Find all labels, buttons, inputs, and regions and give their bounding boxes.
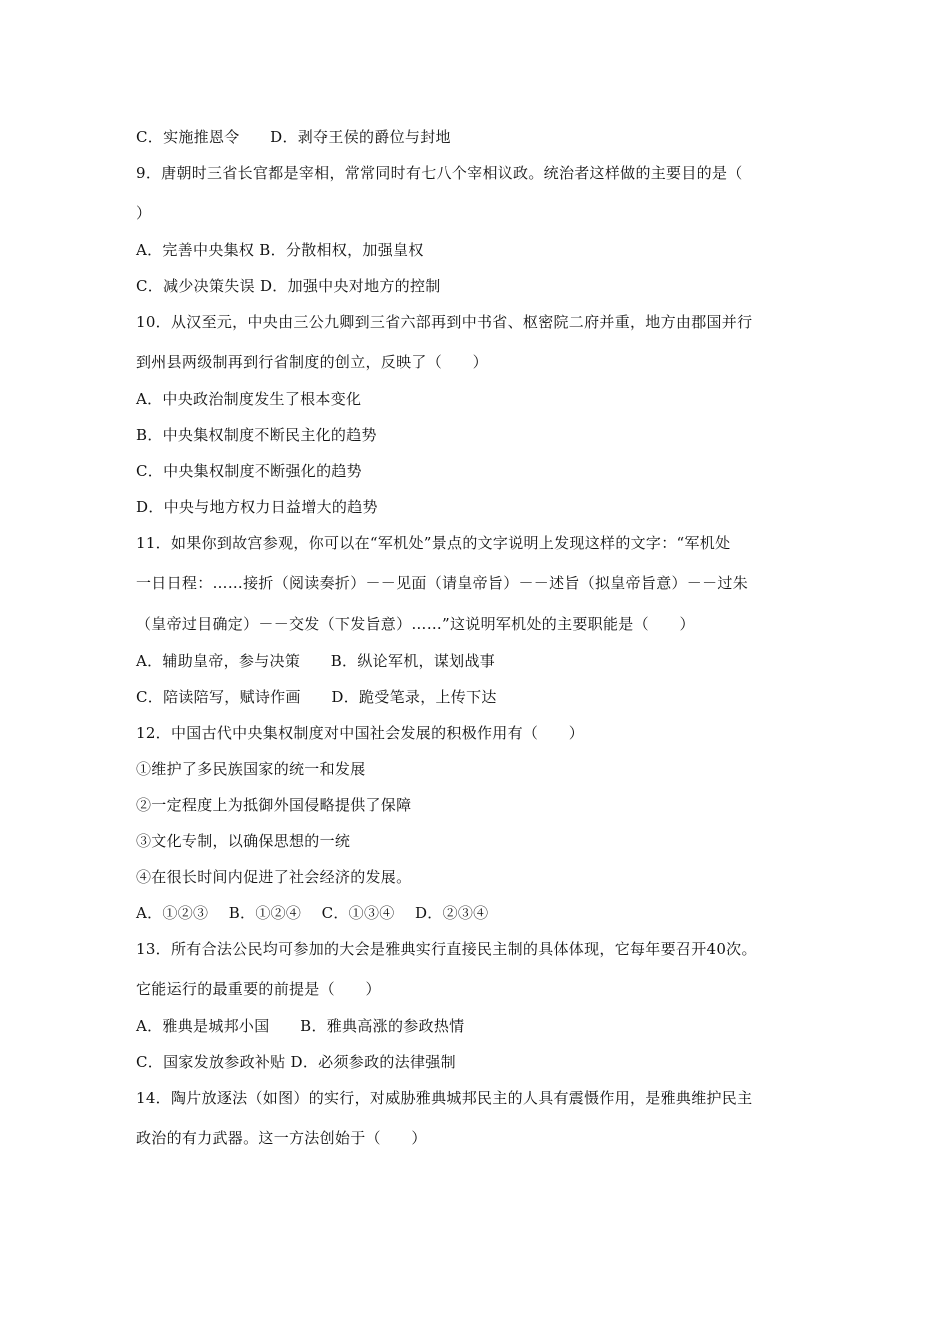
q11-options-ab: A．辅助皇帝，参与决策 B．纵论军机，谋划战事 bbox=[136, 652, 496, 670]
q10-stem-line2: 到州县两级制再到行省制度的创立，反映了（ ） bbox=[136, 353, 488, 371]
q10-option-b: B．中央集权制度不断民主化的趋势 bbox=[136, 426, 377, 444]
q10-option-a: A．中央政治制度发生了根本变化 bbox=[136, 390, 362, 408]
q13-options-ab: A．雅典是城邦小国 B．雅典高涨的参政热情 bbox=[136, 1017, 465, 1035]
q14-stem-line2: 政治的有力武器。这一方法创始于（ ） bbox=[136, 1129, 427, 1147]
q10-option-c: C．中央集权制度不断强化的趋势 bbox=[136, 462, 362, 480]
q12-options: A．①②③ B．①②④ C．①③④ D．②③④ bbox=[136, 904, 489, 922]
q13-stem-line2: 它能运行的最重要的前提是（ ） bbox=[136, 980, 381, 998]
q11-stem-line2: 一日日程：……接折（阅读奏折）－－见面（请皇帝旨）－－述旨（拟皇帝旨意）－－过朱 bbox=[136, 574, 749, 592]
q11-options-cd: C．陪读陪写，赋诗作画 D．跪受笔录，上传下达 bbox=[136, 688, 497, 706]
q14-stem-line1: 14．陶片放逐法（如图）的实行，对威胁雅典城邦民主的人具有震慑作用，是雅典维护民主 bbox=[136, 1089, 753, 1107]
q9-options-ab: A．完善中央集权 B．分散相权，加强皇权 bbox=[136, 241, 424, 259]
q9-stem-line1: 9．唐朝时三省长官都是宰相，常常同时有七八个宰相议政。统治者这样做的主要目的是（ bbox=[136, 164, 743, 182]
q13-stem-line1: 13．所有合法公民均可参加的大会是雅典实行直接民主制的具体体现，它每年要召开40次。 bbox=[136, 940, 757, 958]
q12-statement-3: ③文化专制，以确保思想的一统 bbox=[136, 832, 351, 850]
q9-stem-line2: ） bbox=[136, 204, 152, 222]
q12-statement-2: ②一定程度上为抵御外国侵略提供了保障 bbox=[136, 796, 412, 814]
q13-options-cd: C．国家发放参政补贴 D．必须参政的法律强制 bbox=[136, 1053, 456, 1071]
q10-stem-line1: 10．从汉至元，中央由三公九卿到三省六部再到中书省、枢密院二府并重，地方由郡国并行 bbox=[136, 313, 753, 331]
q11-stem-line1: 11．如果你到故宫参观，你可以在“军机处”景点的文字说明上发现这样的文字：“军机处 bbox=[136, 534, 731, 552]
q8-options-cd: C．实施推恩令 D．剥夺王侯的爵位与封地 bbox=[136, 128, 451, 146]
q12-stem: 12．中国古代中央集权制度对中国社会发展的积极作用有（ ） bbox=[136, 724, 585, 742]
q9-options-cd: C．减少决策失误 D．加强中央对地方的控制 bbox=[136, 277, 441, 295]
q12-statement-1: ①维护了多民族国家的统一和发展 bbox=[136, 760, 366, 778]
q10-option-d: D．中央与地方权力日益增大的趋势 bbox=[136, 498, 378, 516]
q12-statement-4: ④在很长时间内促进了社会经济的发展。 bbox=[136, 868, 412, 886]
q11-stem-line3: （皇帝过目确定）－－交发（下发旨意）……”这说明军机处的主要职能是（ ） bbox=[136, 615, 695, 633]
